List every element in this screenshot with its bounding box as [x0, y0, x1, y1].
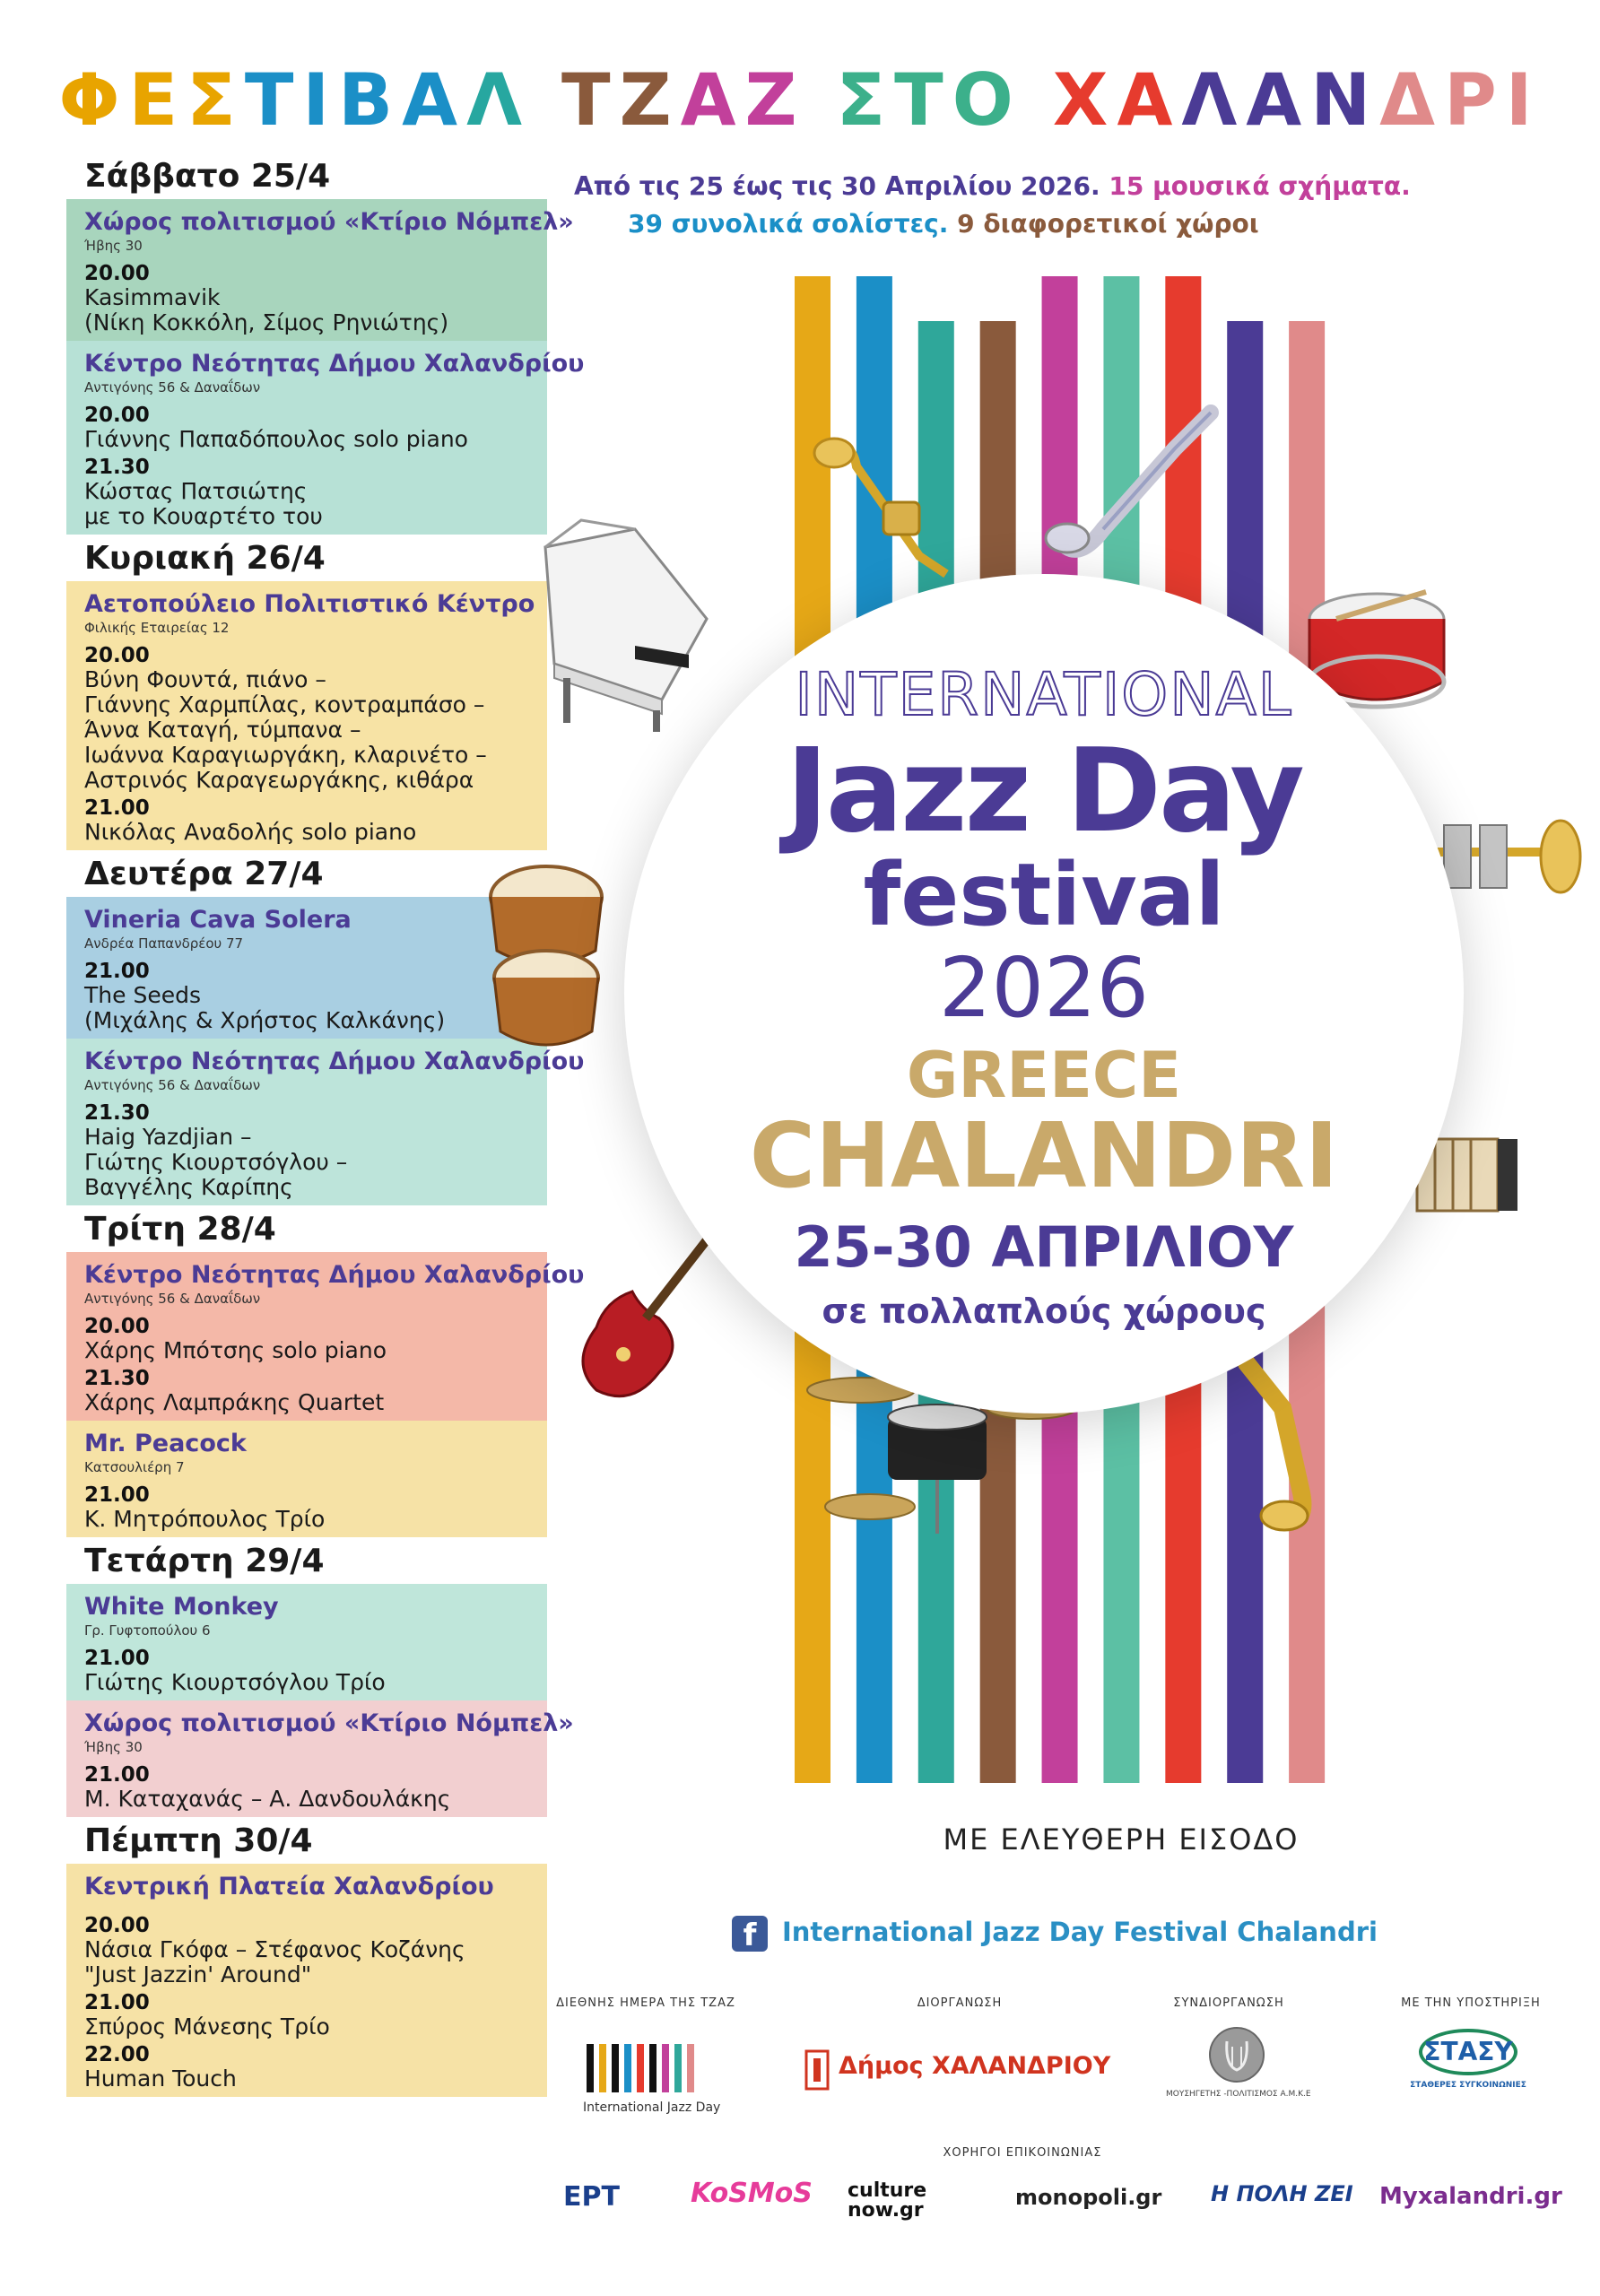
label-co-organizer: ΣΥΝΔΙΟΡΓΑΝΩΣΗ [1173, 1996, 1284, 2010]
label-organizer: ΔΙΟΡΓΑΝΩΣΗ [917, 1996, 1003, 2010]
title-letter: Α [1246, 58, 1311, 142]
venue-address: Ήβης 30 [84, 238, 143, 254]
media-logo-ert: ΕΡΤ [563, 2181, 620, 2213]
saxophone-icon [1040, 395, 1229, 583]
lyre-emblem-icon [1207, 2025, 1266, 2084]
performer-line: Μ. Καταχανάς – Α. Δανδουλάκης [84, 1786, 451, 1812]
venue-block [66, 581, 547, 850]
venue-name: Κέντρο Νεότητας Δήμου Χαλανδρίου [84, 1048, 585, 1075]
performer-line: Human Touch [84, 2066, 237, 2092]
festival-circle [624, 574, 1464, 1413]
performer-line: Γιάννης Χαρμπίλας, κοντραμπάσο – [84, 691, 485, 718]
title-letter: Α [680, 58, 745, 142]
title-letter: Α [402, 58, 467, 142]
free-entry-text: ΜΕ ΕΛΕΥΘΕΡΗ ΕΙΣΟΔΟ [943, 1822, 1300, 1857]
performer-line: Haig Yazdjian – [84, 1124, 252, 1150]
venue-address: Αντιγόνης 56 & Δαναΐδων [84, 1291, 261, 1307]
venue-block [66, 1252, 585, 1421]
title-letter: Ε [128, 58, 187, 142]
venue-name: Κέντρο Νεότητας Δήμου Χαλανδρίου [84, 1261, 585, 1289]
circle-greece: GREECE [906, 1039, 1182, 1112]
title-letter: Ζ [744, 58, 806, 142]
performer-line: Βύνη Φουντά, πιάνο – [84, 666, 326, 692]
venue-address: Αντιγόνης 56 & Δαναΐδων [84, 1077, 261, 1093]
title-letter: Σ [836, 58, 895, 142]
day-heading: Πέμπτη 30/4 [66, 1817, 547, 1864]
mousigetis-logo-text: ΜΟΥΣΗΓΕΤΗΣ -ΠΟΛΙΤΙΣΜΟΣ Α.Μ.Κ.Ε [1166, 2090, 1311, 2099]
circle-dates: 25-30 ΑΠΡΙΛΙΟΥ [794, 1214, 1294, 1280]
performer-line: Κώστας Πατσιώτης [84, 478, 308, 504]
title-letter: Ρ [1444, 58, 1506, 142]
dimos-emblem-icon [803, 2048, 831, 2092]
label-jazz-day: ΔΙΕΘΝΗΣ ΗΜΕΡΑ ΤΗΣ ΤΖΑΖ [556, 1996, 735, 2010]
circle-jazz-day: Jazz Day [786, 725, 1302, 858]
label-support: ΜΕ ΤΗΝ ΥΠΟΣΤΗΡΙΞΗ [1401, 1996, 1541, 2010]
info-line-1 [574, 169, 1596, 204]
venue-name: Κεντρική Πλατεία Χαλανδρίου [84, 1873, 494, 1900]
circle-multiple-venues: σε πολλαπλούς χώρους [822, 1292, 1266, 1331]
circle-year: 2026 [938, 940, 1150, 1036]
label-media-sponsors: ΧΟΡΗΓΟΙ ΕΠΙΚΟΙΝΩΝΙΑΣ [943, 2146, 1102, 2160]
stasy-logo-subtitle: ΣΤΑΘΕΡΕΣ ΣΥΓΚΟΙΝΩΝΙΕΣ [1410, 2081, 1526, 2090]
circle-festival: festival [863, 845, 1225, 945]
ijd-keys-logo [583, 2040, 700, 2094]
performance-time: 21.00 [84, 1647, 150, 1670]
venue-block [66, 1584, 547, 1700]
title-letter: Τ [561, 58, 620, 142]
title-letter: Τ [244, 58, 303, 142]
venue-name: Κέντρο Νεότητας Δήμου Χαλανδρίου [84, 350, 585, 378]
performer-line: The Seeds [84, 982, 201, 1008]
venue-name: Mr. Peacock [84, 1430, 247, 1457]
circle-international: INTERNATIONAL [795, 660, 1293, 729]
day-heading: Τρίτη 28/4 [66, 1205, 547, 1252]
title-letter: Ζ [619, 58, 681, 142]
day-heading: Κυριακή 26/4 [66, 535, 547, 581]
day-heading: Δευτέρα 27/4 [66, 850, 547, 897]
title-letter: Δ [1379, 58, 1445, 142]
performance-time: 21.30 [84, 1101, 150, 1125]
performance-time: 20.00 [84, 644, 150, 667]
performer-line: Νικόλας Αναδολής solo piano [84, 819, 417, 845]
performer-line: Χάρης Λαμπράκης Quartet [84, 1389, 385, 1415]
performer-line: Κ. Μητρόπουλος Τρίο [84, 1506, 326, 1532]
performance-time: 21.30 [84, 456, 150, 479]
title-letter: Φ [58, 58, 129, 142]
performance-time: 22.00 [84, 2043, 150, 2066]
performance-time: 21.30 [84, 1367, 150, 1390]
performer-line: Άννα Καταγή, τύμπανα – [84, 717, 361, 743]
venue-name: White Monkey [84, 1593, 279, 1621]
bongo-drums-icon [479, 861, 613, 1067]
venue-block [66, 1700, 574, 1817]
venue-block [66, 897, 547, 1039]
title-letter: Χ [1052, 58, 1117, 142]
performance-time: 21.00 [84, 1483, 150, 1507]
performer-line: Νάσια Γκόφα – Στέφανος Κοζάνης [84, 1936, 465, 1962]
performer-line: Σπύρος Μάνεσης Τρίο [84, 2013, 330, 2039]
title-letter: Λ [466, 58, 531, 142]
venue-name: Χώρος πολιτισμού «Κτίριο Νόμπελ» [84, 1709, 574, 1737]
title-word [561, 56, 806, 145]
title-word [1053, 56, 1542, 145]
performer-line: Αστρινός Καραγεωργάκης, κιθάρα [84, 767, 474, 793]
media-logo-poli-zei: Η ΠΟΛΗ ΖΕΙ [1211, 2181, 1353, 2206]
title-letter: Τ [894, 58, 952, 142]
title-letter: Α [1117, 58, 1182, 142]
info-line-2 [628, 206, 1596, 242]
performer-line: (Νίκη Κοκκόλη, Σίμος Ρηνιώτης) [84, 309, 449, 335]
saxophone-icon [1229, 1354, 1354, 1534]
performance-time: 20.00 [84, 404, 150, 427]
venue-address: Φιλικής Εταιρείας 12 [84, 620, 230, 636]
title-letter: Β [338, 58, 403, 142]
venue-block [66, 1039, 585, 1205]
venue-name: Χώρος πολιτισμού «Κτίριο Νόμπελ» [84, 208, 574, 236]
venue-address: Κατσουλιέρη 7 [84, 1459, 185, 1475]
performance-time: 21.00 [84, 796, 150, 820]
venue-name: Vineria Cava Solera [84, 906, 352, 934]
circle-chalandri: CHALANDRI [749, 1103, 1339, 1208]
performance-time: 21.00 [84, 960, 150, 983]
title-letter: Σ [187, 58, 245, 142]
info-ensembles-text: 15 μουσικά σχήματα. [1109, 171, 1411, 201]
performer-line: Χάρης Μπότσης solo piano [84, 1337, 387, 1363]
info-soloists-text: 39 συνολικά σολίστες. [628, 209, 949, 239]
facebook-icon[interactable]: f [732, 1916, 768, 1952]
dimos-logo-text: Δήμος ΧΑΛΑΝΔΡΙΟΥ [839, 2052, 1111, 2080]
title-word [837, 56, 1022, 145]
venue-block [66, 1421, 547, 1537]
performer-line: Βαγγέλης Καρίπης [84, 1174, 293, 1200]
performance-time: 21.00 [84, 1991, 150, 2014]
venue-address: Γρ. Γυφτοπούλου 6 [84, 1622, 211, 1639]
media-logo-monopoli: monopoli.gr [1015, 2185, 1162, 2210]
media-logo-culturenow: culture now.gr [848, 2179, 927, 2222]
venue-block [66, 341, 585, 535]
title-letter: Λ [1181, 58, 1247, 142]
info-dates-text: Από τις 25 έως τις 30 Απριλίου 2026. [574, 171, 1100, 201]
venue-address: Ήβης 30 [84, 1739, 143, 1755]
venue-address: Αντιγόνης 56 & Δαναΐδων [84, 379, 261, 396]
info-venues-text: 9 διαφορετικοί χώροι [957, 209, 1259, 239]
title-letter: Ι [1505, 58, 1542, 142]
title-letter: Ι [302, 58, 339, 142]
day-heading: Τετάρτη 29/4 [66, 1537, 547, 1584]
performer-line: (Μιχάλης & Χρήστος Καλκάνης) [84, 1007, 446, 1033]
performer-line: Γιώτης Κιουρτσόγλου Τρίο [84, 1669, 386, 1695]
performer-line: Ιωάννα Καραγιωργάκη, κλαρινέτο – [84, 742, 487, 768]
venue-block [66, 1864, 547, 2097]
venue-name: Αετοπούλειο Πολιτιστικό Κέντρο [84, 590, 535, 618]
media-logo-myxalandri: Myxalandri.gr [1379, 2183, 1562, 2210]
title-letter: Ν [1310, 58, 1380, 142]
performer-line: Kasimmavik [84, 284, 221, 310]
trumpet-icon [812, 430, 973, 592]
venue-block [66, 199, 574, 341]
performance-time: 20.00 [84, 1315, 150, 1338]
performer-line: με το Κουαρτέτο του [84, 503, 323, 529]
facebook-link[interactable]: International Jazz Day Festival Chalandri [782, 1917, 1378, 1947]
media-logo-kosmos: KoSMoS [691, 2178, 813, 2209]
ijd-logo-text: International Jazz Day [583, 2100, 721, 2115]
performer-line: Γιάννης Παπαδόπουλος solo piano [84, 426, 468, 452]
festival-title [0, 56, 1600, 145]
performer-line: "Just Jazzin' Around" [84, 1961, 312, 1987]
performance-time: 20.00 [84, 1914, 150, 1937]
performance-time: 20.00 [84, 262, 150, 285]
schedule-column [66, 152, 585, 2097]
venue-address: Ανδρέα Παπανδρέου 77 [84, 935, 244, 952]
day-heading: Σάββατο 25/4 [66, 152, 547, 199]
performer-line: Γιώτης Κιουρτσόγλου – [84, 1149, 348, 1175]
title-letter: Ο [952, 58, 1022, 142]
performance-time: 21.00 [84, 1763, 150, 1787]
title-word [58, 56, 531, 145]
stasy-logo: ΣΤΑΣΥ [1419, 2029, 1517, 2075]
